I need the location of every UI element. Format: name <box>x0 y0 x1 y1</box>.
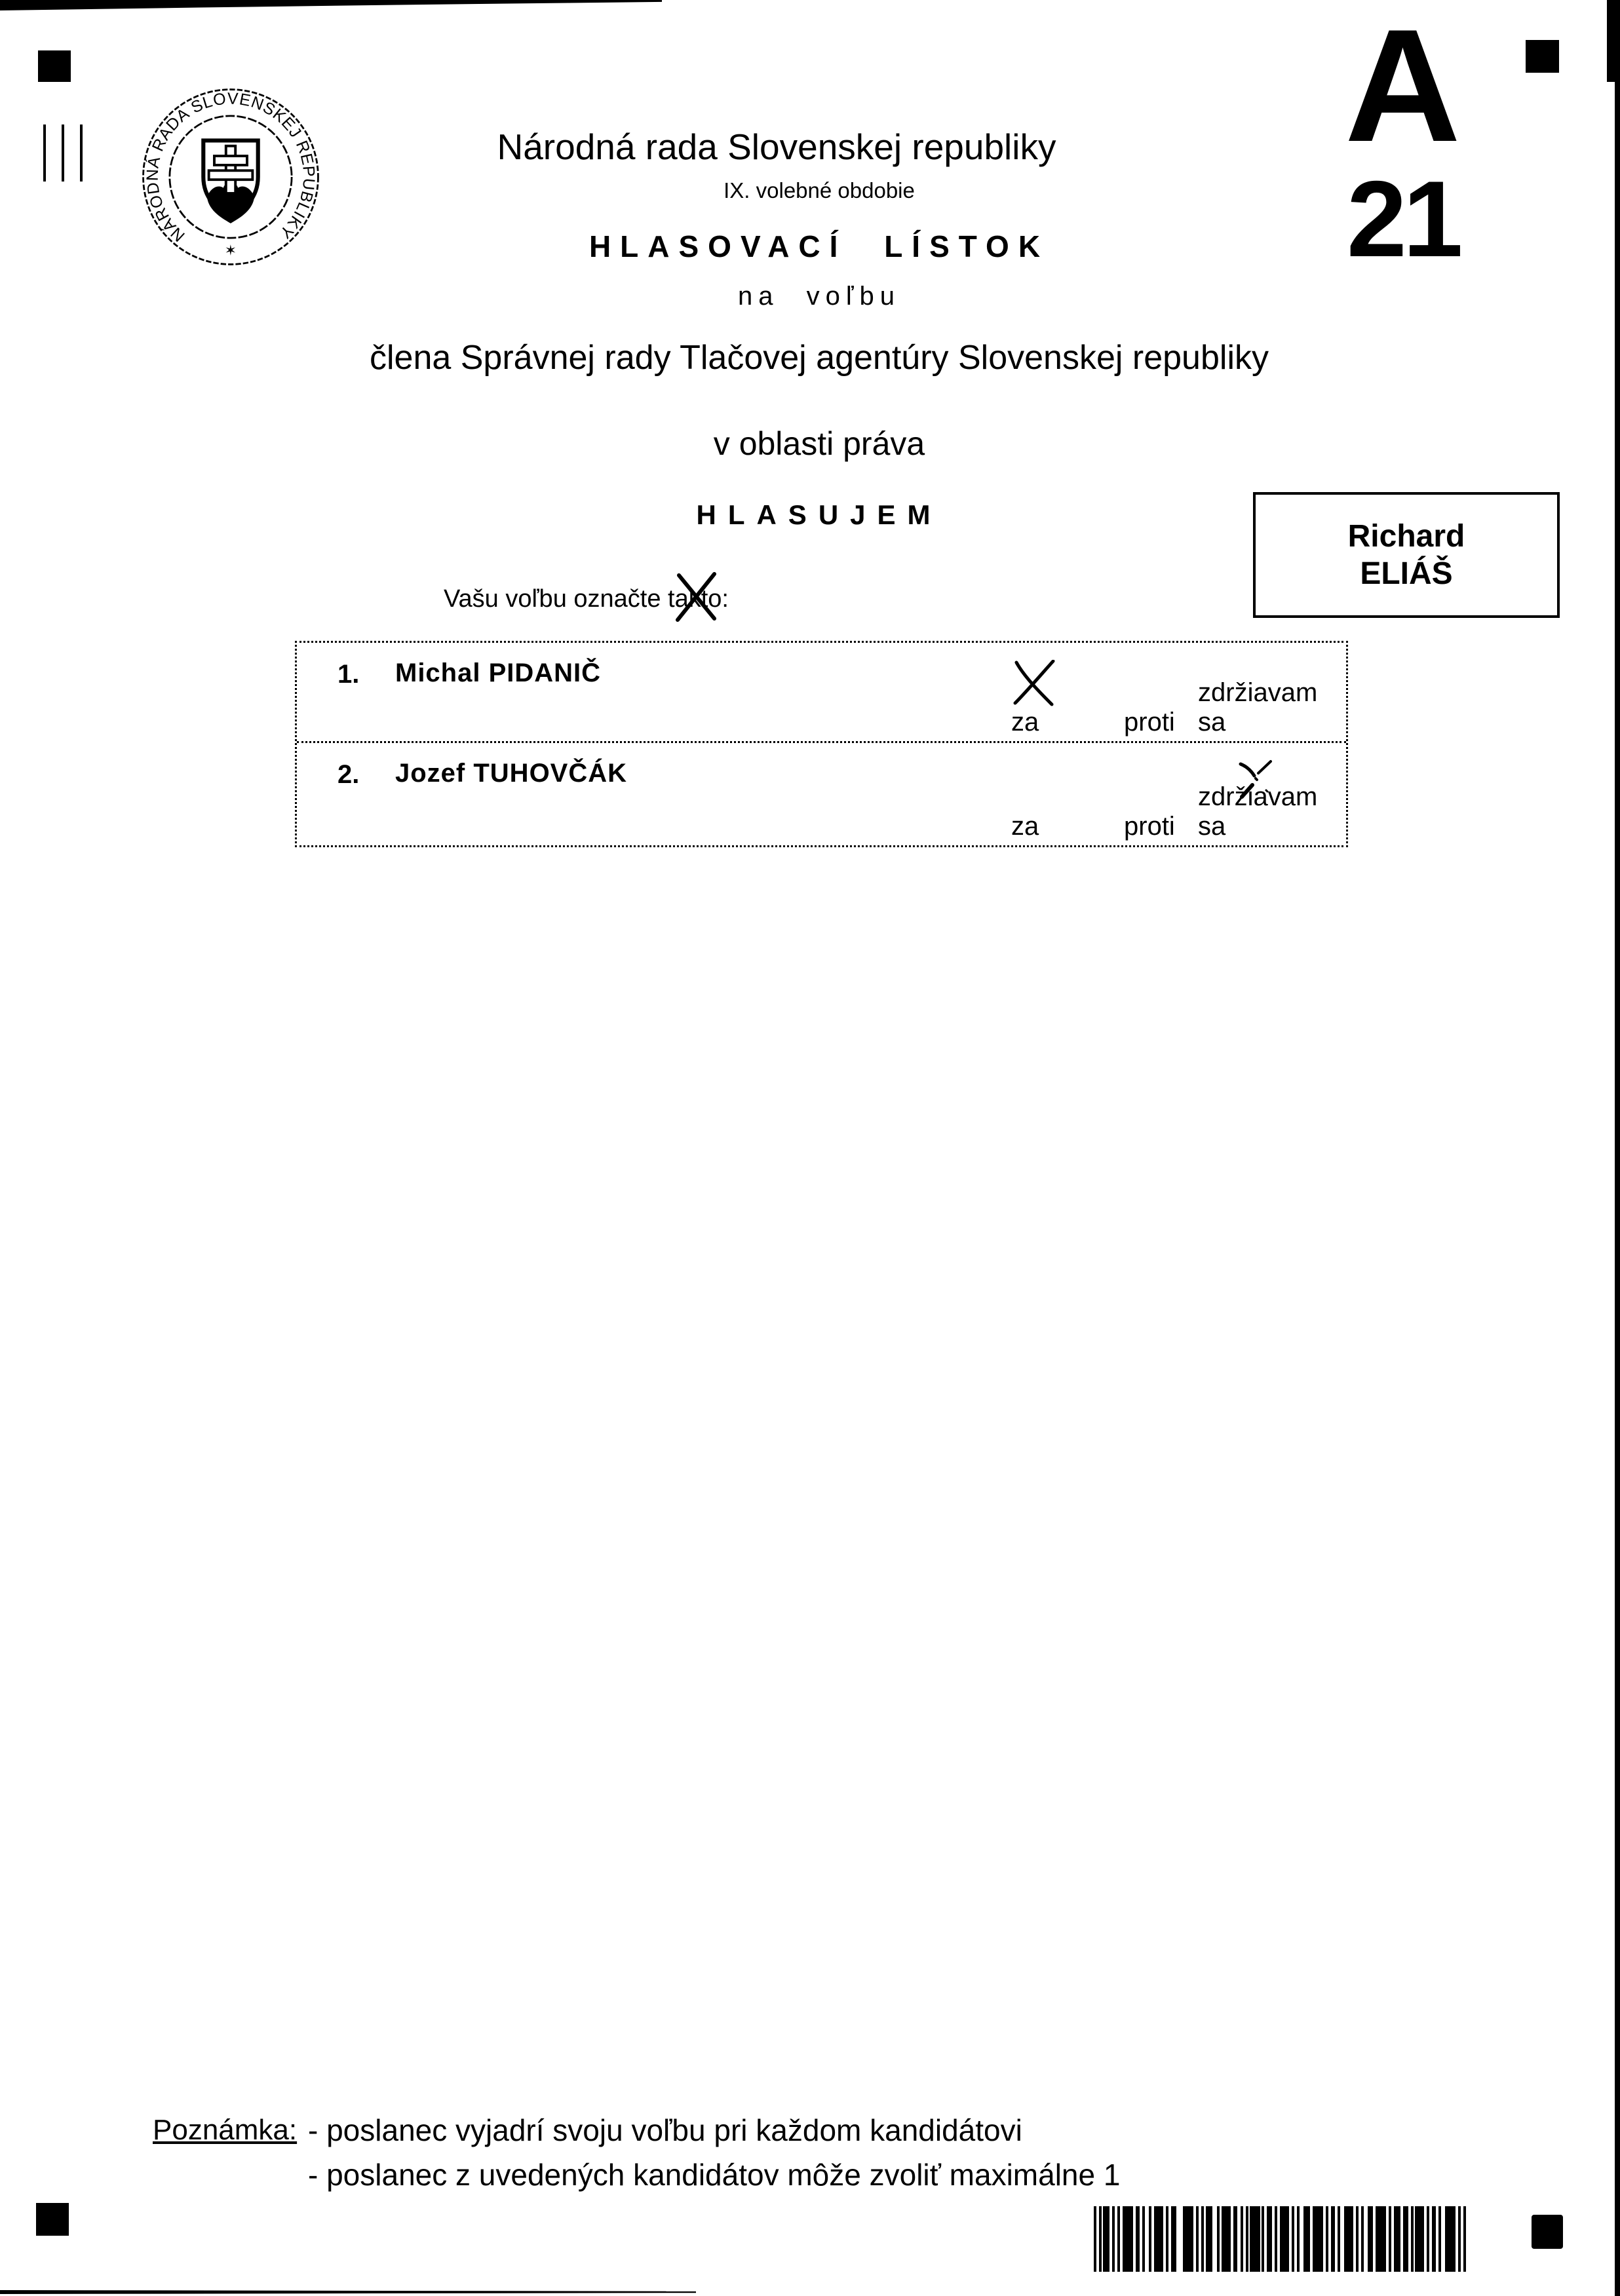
registration-mark-bottom-right <box>1532 2215 1563 2249</box>
registration-mark-top-left <box>38 50 71 82</box>
voter-last-name: ELIÁŠ <box>1360 556 1453 591</box>
option-za: za <box>1011 708 1039 737</box>
candidate-name: Michal PIDANIČ <box>395 659 602 687</box>
org-title: Národná rada Slovenskej republiky <box>497 126 1056 167</box>
candidate-row-1 <box>297 643 1346 743</box>
candidate-table <box>295 641 1348 847</box>
note-line-1: - poslanec vyjadrí svoju voľbu pri každom kandidátovi <box>308 2113 1022 2147</box>
option-proti: proti <box>1124 812 1175 841</box>
seal-star: ✶ <box>224 242 237 259</box>
candidate-row-2 <box>297 743 1346 845</box>
note-label: Poznámka: <box>153 2114 298 2146</box>
note-line-2: - poslanec z uvedených kandidátov môže zvoliť maximálne 1 <box>308 2158 1121 2192</box>
scan-artifact-top <box>0 0 662 10</box>
registration-mark-bottom-left <box>36 2203 69 2236</box>
ballot-code-letter: A <box>1345 0 1461 175</box>
field-line: v oblasti práva <box>713 425 925 462</box>
option-zdrziavam-sa: zdržiavam sa <box>1198 782 1318 841</box>
option-za: za <box>1011 812 1039 841</box>
election-term: IX. volebné obdobie <box>723 178 915 202</box>
vote-x-mark-za-icon <box>1011 660 1062 707</box>
candidate-number: 2. <box>338 760 360 789</box>
vote-heading: HLASUJEM <box>696 499 942 530</box>
voter-name-box <box>1253 492 1560 618</box>
barcode <box>1094 2206 1467 2272</box>
option-zdrziavam-sa: zdržiavam sa <box>1198 678 1318 737</box>
sample-x-mark-icon <box>675 571 718 622</box>
ballot-code-number: 21 <box>1347 159 1459 279</box>
voter-first-name: Richard <box>1347 519 1465 554</box>
option-proti: proti <box>1124 708 1175 737</box>
candidate-name: Jozef TUHOVČÁK <box>395 759 628 788</box>
registration-mark-top-right <box>1526 40 1559 73</box>
scan-artifact-bottom <box>0 2290 696 2294</box>
ballot-title: HLASOVACÍ LÍSTOK <box>588 229 1050 263</box>
election-of-line: člena Správnej rady Tlačovej agentúry Slovenskej republiky <box>369 339 1269 377</box>
scan-artifact-right-edge-top <box>1607 0 1620 82</box>
candidate-number: 1. <box>338 660 360 689</box>
mark-instruction-label: Vašu voľbu označte takto: <box>444 585 729 613</box>
seal-text: NÁRODNÁ RADA SLOVENSKEJ REPUBLIKY <box>143 89 318 246</box>
ballot-subtitle: na voľbu <box>737 282 900 311</box>
